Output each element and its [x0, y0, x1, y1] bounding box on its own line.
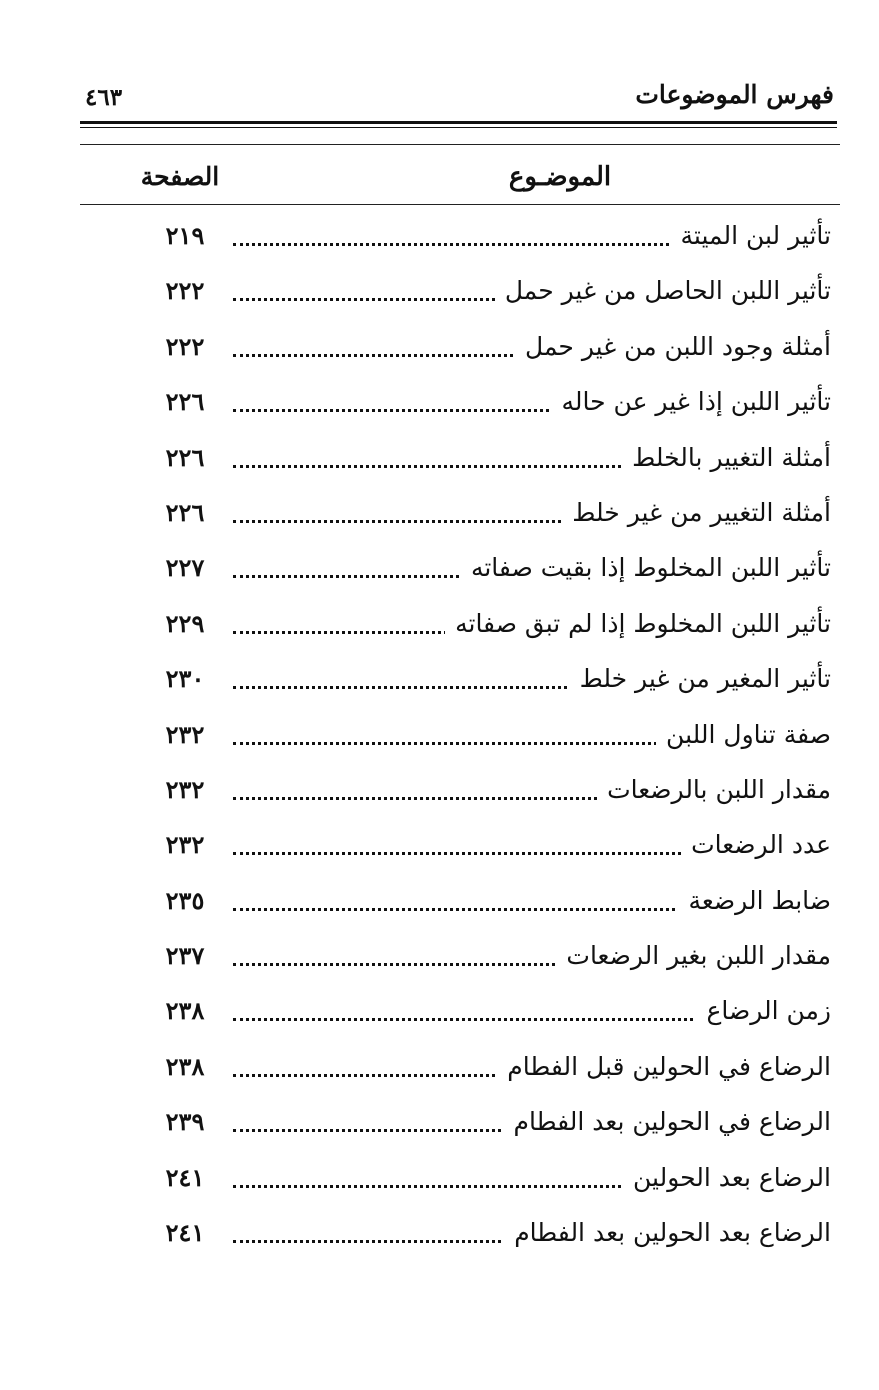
toc-entry-title: صفة تناول اللبن — [656, 720, 831, 750]
toc-entry-title: ضابط الرضعة — [678, 886, 831, 916]
toc-entry — [0, 486, 879, 541]
toc-entry-page: ٢٤١ — [165, 1162, 205, 1192]
column-header-bottom-rule — [80, 204, 840, 205]
toc-entry-page: ٢٢٦ — [165, 387, 205, 417]
toc-entry-title: تأثير اللبن المخلوط إذا لم تبق صفاته — [445, 609, 831, 639]
toc-entry-page: ٢٣٨ — [165, 996, 205, 1026]
toc-entry-title: تأثير اللبن الحاصل من غير حمل — [495, 276, 831, 306]
toc-entry-page: ٢٣٧ — [165, 941, 205, 971]
toc-entry-title: مقدار اللبن بغير الرضعات — [556, 941, 831, 971]
toc-entry — [0, 929, 879, 984]
toc-entry — [0, 1040, 879, 1095]
toc-entry-title: أمثلة التغيير من غير خلط — [562, 498, 831, 528]
column-header-page: الصفحة — [140, 162, 220, 191]
toc-entry-title: تأثير لبن الميتة — [671, 221, 831, 251]
toc-entry-title: مقدار اللبن بالرضعات — [597, 775, 831, 805]
toc-entry — [0, 1151, 879, 1206]
toc-entry-title: أمثلة التغيير بالخلط — [622, 443, 831, 473]
running-title: فهرس الموضوعات — [635, 80, 834, 109]
toc-entry-page: ٢٢٦ — [165, 497, 205, 527]
toc-entry-page: ٢٣٢ — [165, 774, 205, 804]
toc-entry-page: ٢٢٩ — [165, 608, 205, 638]
toc-entry — [0, 874, 879, 929]
toc-entry-title: أمثلة وجود اللبن من غير حمل — [515, 332, 831, 362]
header-rule-thick — [80, 121, 837, 124]
toc-entry-page: ٢٢٢ — [165, 276, 205, 306]
header-rule-thin — [80, 127, 837, 128]
toc-entry-page: ٢٣٢ — [165, 830, 205, 860]
toc-entry — [0, 1206, 879, 1261]
toc-entry-title: عدد الرضعات — [681, 830, 831, 860]
toc-entry — [0, 541, 879, 596]
toc-entry-title: تأثير اللبن المخلوط إذا بقيت صفاته — [461, 553, 831, 583]
toc-entry-page: ٢٢٦ — [165, 442, 205, 472]
toc-entry-title: الرضاع بعد الحولين بعد الفطام — [504, 1218, 831, 1248]
toc-entry-page: ٢١٩ — [165, 221, 205, 250]
toc-entry — [0, 264, 879, 319]
toc-entry — [0, 818, 879, 873]
toc-entry-title: الرضاع بعد الحولين — [623, 1163, 831, 1193]
toc-entry-page: ٢٢٧ — [165, 553, 205, 583]
page-number: ٤٦٣ — [85, 84, 123, 111]
toc-entry-page: ٢٣٩ — [165, 1107, 205, 1137]
toc-entry-page: ٢٤١ — [165, 1218, 205, 1248]
toc-entry — [0, 652, 879, 707]
column-header-top-rule — [80, 144, 840, 145]
toc-entry — [0, 431, 879, 486]
toc-entry-page: ٢٣٨ — [165, 1051, 205, 1081]
toc-entry-page: ٢٣٠ — [165, 664, 205, 694]
toc-entry — [0, 984, 879, 1039]
toc-entry-page: ٢٣٢ — [165, 719, 205, 749]
toc-entry — [0, 209, 879, 264]
toc-entry — [0, 375, 879, 430]
column-header-topic: الموضـوع — [508, 162, 612, 192]
toc-entry-title: الرضاع في الحولين قبل الفطام — [497, 1052, 831, 1082]
toc-entry-title: الرضاع في الحولين بعد الفطام — [504, 1107, 831, 1137]
toc-entry-title: زمن الرضاع — [696, 996, 831, 1026]
toc-entry — [0, 1095, 879, 1150]
toc-entry-title: تأثير اللبن إذا غير عن حاله — [552, 387, 832, 417]
toc-entry — [0, 763, 879, 818]
toc-entry — [0, 708, 879, 763]
toc-entry — [0, 597, 879, 652]
toc-entry-page: ٢٣٥ — [165, 885, 205, 915]
table-of-contents — [0, 209, 879, 1261]
toc-entry-title: تأثير المغير من غير خلط — [570, 664, 831, 694]
toc-entry-page: ٢٢٢ — [165, 331, 205, 361]
toc-entry — [0, 320, 879, 375]
